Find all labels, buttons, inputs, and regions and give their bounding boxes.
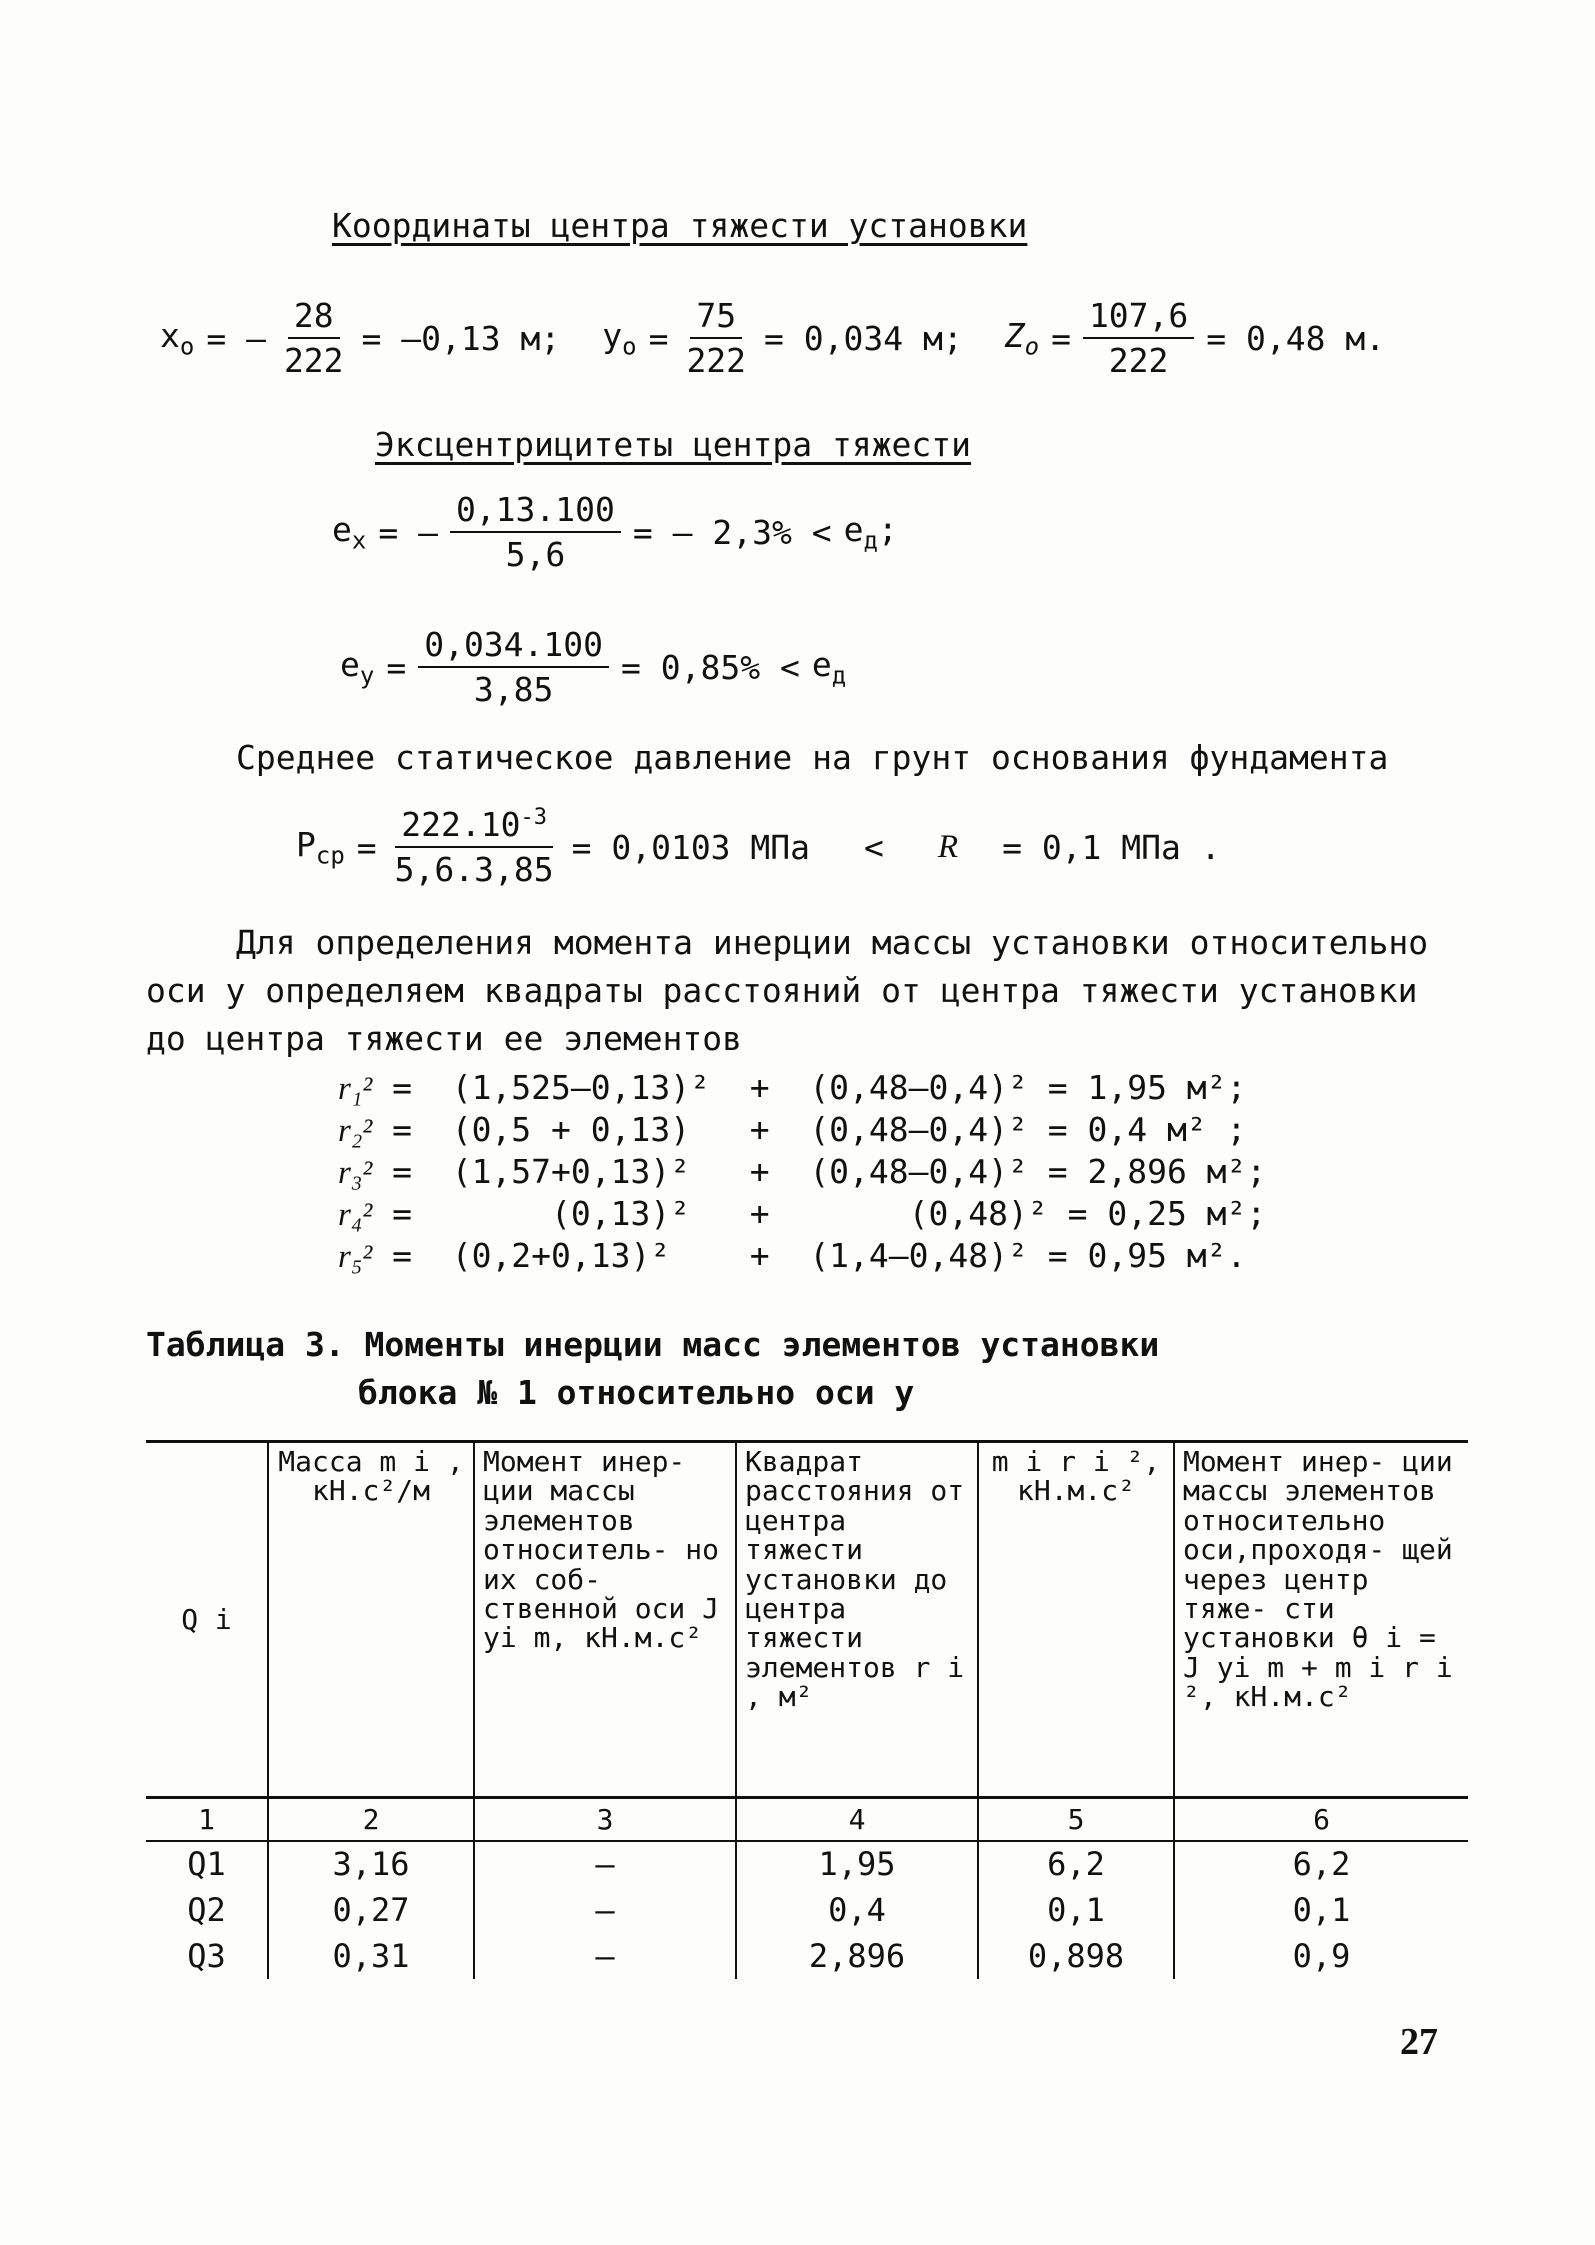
col-number-1: 1 bbox=[146, 1798, 268, 1842]
p-r-result: = 0,1 МПа . bbox=[1002, 827, 1221, 867]
x-pre: = – bbox=[206, 318, 266, 358]
col-number-3: 3 bbox=[474, 1798, 736, 1842]
col-number-5: 5 bbox=[978, 1798, 1174, 1842]
y-result: = 0,034 м; bbox=[764, 318, 963, 358]
ey-ed: $e_д$ bbox=[811, 644, 847, 690]
z-pre: = bbox=[1051, 318, 1071, 358]
distance-line-3: r₃² = (1,57+0,13)² + (0,48–0,4)² = 2,896 м²; bbox=[338, 1152, 1267, 1191]
ey-pre: = bbox=[386, 647, 407, 687]
distance-line-5: r₅² = (0,2+0,13)² + (1,4–0,48)² = 0,95 м². bbox=[338, 1236, 1247, 1275]
table-row bbox=[146, 1888, 1468, 1934]
cell-q: Q3 bbox=[187, 1936, 226, 1975]
ex-lhs: $e_x$ bbox=[332, 509, 367, 555]
page-number: 27 bbox=[1400, 2021, 1438, 2063]
cell-distance: 0,4 bbox=[736, 1888, 978, 1934]
table-title-2: блока № 1 относительно оси y bbox=[358, 1373, 915, 1412]
ex-equation bbox=[332, 490, 898, 574]
cell-mass: 3,16 bbox=[268, 1841, 474, 1888]
ey-fraction: $\frac{0,034.100}{3,85}$ bbox=[418, 625, 609, 709]
ey-result: = 0,85% < bbox=[621, 647, 800, 687]
x-lhs: $x_o$ bbox=[160, 315, 195, 361]
table-header-row bbox=[146, 1442, 1468, 1798]
cell-distance: 1,95 bbox=[736, 1841, 978, 1888]
y-fraction: $\frac{75}{222}$ bbox=[686, 296, 747, 380]
heading-eccentricities: Эксцентрицитеты центра тяжести bbox=[375, 425, 972, 464]
cell-mass: 0,31 bbox=[268, 1934, 474, 1980]
y-pre: = bbox=[648, 318, 669, 358]
cell-distance: 2,896 bbox=[736, 1934, 978, 1980]
header-own-inertia: Момент инер- ции массы элементов относитель- но их соб- ственной оси J yi m, кН.м.с² bbox=[474, 1442, 736, 1798]
p-fraction: $\frac{222.10^{-3}}{5,6.3,85}$ bbox=[394, 805, 554, 889]
ex-result: = – 2,3% < bbox=[632, 512, 832, 552]
cell-total: 0,9 bbox=[1174, 1934, 1468, 1980]
pressure-equation bbox=[296, 805, 1221, 889]
ex-ed: $e_д$; bbox=[843, 509, 898, 555]
cell-own-inertia: – bbox=[474, 1934, 736, 1980]
col-number-6: 6 bbox=[1174, 1798, 1468, 1842]
z-result: = 0,48 м. bbox=[1206, 318, 1386, 358]
z-lhs: $Z_o$ bbox=[1004, 315, 1040, 361]
cell-own-inertia: – bbox=[474, 1841, 736, 1888]
distance-line-4: r₄² = (0,13)² + (0,48)² = 0,25 м²; bbox=[338, 1194, 1267, 1233]
ex-pre: = – bbox=[378, 512, 438, 552]
col-number-2: 2 bbox=[268, 1798, 474, 1842]
table-title: Таблица 3. Моменты инерции масс элементов установки bbox=[146, 1325, 1160, 1364]
cell-q: Q2 bbox=[187, 1890, 226, 1929]
coords-equation bbox=[160, 296, 1385, 380]
cell-own-inertia: – bbox=[474, 1888, 736, 1934]
cell-total: 0,1 bbox=[1174, 1888, 1468, 1934]
inertia-para-line-2: оси y определяем квадраты расстояний от центра тяжести установки bbox=[146, 971, 1418, 1010]
p-r: R bbox=[937, 828, 959, 865]
heading-coords: Координаты центра тяжести установки bbox=[332, 206, 1028, 245]
col-number-4: 4 bbox=[736, 1798, 978, 1842]
p-lhs: $P_{ср}$ bbox=[296, 824, 345, 870]
z-fraction: $\frac{107,6}{222}$ bbox=[1083, 296, 1194, 380]
ey-equation bbox=[340, 625, 846, 709]
y-lhs: $y_o$ bbox=[602, 315, 637, 361]
ex-fraction: $\frac{0,13.100}{5,6}$ bbox=[450, 490, 621, 574]
p-pre: = bbox=[356, 827, 377, 867]
inertia-para-line-1: Для определения момента инерции массы установки относительно bbox=[236, 923, 1429, 962]
x-result: = –0,13 м; bbox=[361, 318, 561, 358]
table-number-row bbox=[146, 1798, 1468, 1842]
p-result: = 0,0103 МПа bbox=[571, 827, 811, 867]
header-total-inertia: Момент инер- ции массы элементов относительно оси,проходя- щей через центр тяже- сти установки θ i = J yi m + m i r i ², кН.м.с² bbox=[1174, 1442, 1468, 1798]
header-distance-squared: Квадрат расстояния от центра тяжести установки до центра тяжести элементов r i , м² bbox=[736, 1442, 978, 1798]
inertia-table bbox=[146, 1440, 1468, 1979]
table-row bbox=[146, 1841, 1468, 1888]
cell-mr2: 0,898 bbox=[978, 1934, 1174, 1980]
cell-mr2: 0,1 bbox=[978, 1888, 1174, 1934]
distance-line-2: r₂² = (0,5 + 0,13) + (0,48–0,4)² = 0,4 м² ; bbox=[338, 1110, 1247, 1149]
cell-mr2: 6,2 bbox=[978, 1841, 1174, 1888]
header-qi: Q i bbox=[146, 1442, 268, 1798]
cell-mass: 0,27 bbox=[268, 1888, 474, 1934]
header-mass: Масса m i , кН.с²/м bbox=[268, 1442, 474, 1798]
x-fraction: $\frac{28}{222}$ bbox=[283, 296, 344, 380]
distance-line-1: r₁² = (1,525–0,13)² + (0,48–0,4)² = 1,95 м²; bbox=[338, 1068, 1247, 1107]
header-mr2: m i r i ², кН.м.с² bbox=[978, 1442, 1174, 1798]
cell-q: Q1 bbox=[187, 1845, 226, 1884]
table-row bbox=[146, 1934, 1468, 1980]
inertia-para-line-3: до центра тяжести ее элементов bbox=[146, 1019, 743, 1058]
p-lt: < bbox=[864, 827, 884, 867]
pressure-text: Среднее статическое давление на грунт основания фундамента bbox=[236, 738, 1389, 777]
ey-lhs: $e_y$ bbox=[340, 644, 375, 690]
cell-total: 6,2 bbox=[1174, 1841, 1468, 1888]
